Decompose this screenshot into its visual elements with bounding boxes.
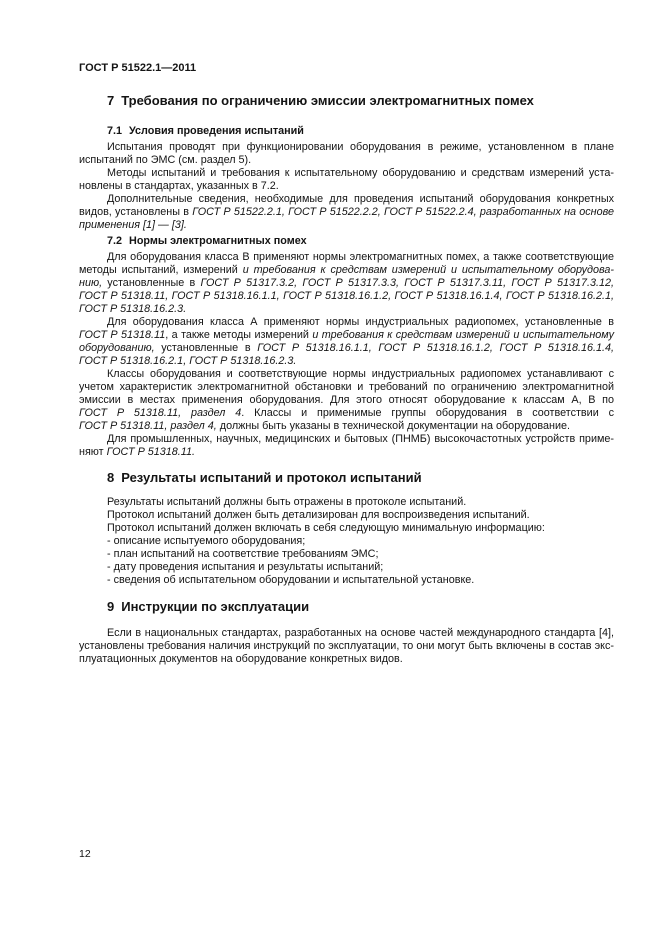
paragraph xyxy=(79,193,614,232)
text-line xyxy=(79,446,614,459)
text-line xyxy=(79,193,614,206)
text-run: Для оборудования класса А применяют нормы индустриальных радиопомех, установленные в xyxy=(107,316,614,328)
text-run: Дополнительные сведения, необходимые для проведения испытаний оборудования конкретных xyxy=(107,193,614,205)
italic-reference: ГОСТ Р 51318.11. xyxy=(106,446,196,458)
text-run: плуатационных документов на оборудование конкретных видов. xyxy=(79,653,403,665)
text-runs xyxy=(79,420,570,433)
section-number: 9 xyxy=(107,599,115,614)
text-run: испытаний по ЭМС (см. раздел 5). xyxy=(79,154,252,166)
subsection-title: Нормы электромагнитных помех xyxy=(129,235,307,247)
text-runs xyxy=(79,219,187,232)
text-line xyxy=(79,219,614,232)
section-number: 7 xyxy=(107,93,115,108)
italic-reference: ГОСТ Р 51318.16.1.1, ГОСТ Р 51318.16.1.2, ГОСТ Р 51318.16.1.4, xyxy=(257,342,614,354)
italic-reference: оборудованию, xyxy=(79,342,155,354)
subsection-number: 7.2 xyxy=(107,235,123,247)
paragraph xyxy=(79,509,614,522)
text-runs xyxy=(79,290,614,303)
text-runs xyxy=(79,303,186,316)
text-line xyxy=(79,496,614,509)
text-line xyxy=(79,277,614,290)
italic-reference: ГОСТ Р 51318.16.2.3. xyxy=(79,303,187,315)
subsection-number: 7.1 xyxy=(107,125,123,137)
text-runs xyxy=(79,264,614,277)
text-run: , а также методы измерений xyxy=(165,329,313,341)
text-line xyxy=(79,329,614,342)
italic-reference: ГОСТ Р 51318.11, ГОСТ Р 51318.16.1.1, ГОСТ Р 51318.16.1.2, ГОСТ Р 51318.16.1.4, ГОСТ Р 51318.16.2.1, xyxy=(79,290,614,302)
paragraph xyxy=(79,251,614,316)
italic-reference: ГОСТ Р 51318.11, раздел 4, xyxy=(79,420,217,432)
text-line xyxy=(79,522,614,535)
bullet-list xyxy=(79,535,614,587)
text-line xyxy=(79,653,614,666)
text-runs xyxy=(79,329,614,342)
subsection-heading xyxy=(107,125,304,138)
page-number: 12 xyxy=(79,848,91,860)
section-title: Результаты испытаний и протокол испытаний xyxy=(121,470,422,485)
list-item xyxy=(79,548,614,561)
paragraph xyxy=(79,627,614,666)
text-line xyxy=(79,251,614,264)
paragraph xyxy=(79,167,614,193)
text-run: - дату проведения испытания и результаты испытаний; xyxy=(107,561,384,573)
text-run: установлены требования наличия инструкций по эксплуатации, то они могут быть включены в состав экс- xyxy=(79,640,614,652)
text-run: Протокол испытаний должен быть детализирован для воспроизведения испытаний. xyxy=(107,509,530,521)
italic-reference: применения [1] — [3]. xyxy=(79,219,187,231)
text-line xyxy=(79,420,614,433)
text-line xyxy=(79,355,614,368)
text-line xyxy=(79,316,614,329)
text-run: Для оборудования класса В применяют нормы электромагнитных помех, а также соответствующие xyxy=(107,251,614,263)
text-line xyxy=(79,394,614,407)
section-title: Требования по ограничению эмиссии электромагнитных помех xyxy=(121,93,534,108)
paragraph xyxy=(79,496,614,509)
text-line xyxy=(79,342,614,355)
text-run: Классы оборудования и соответствующие нормы индустриальных радиопомех устанавливают с xyxy=(107,368,614,380)
italic-reference: и требования к средствам измерений и испытательному оборудова- xyxy=(242,264,615,276)
subsection-heading xyxy=(107,235,307,248)
text-runs xyxy=(79,277,614,290)
text-run: эмиссии в местах применения оборудования. Для этого относят оборудование к классам А, В по xyxy=(79,394,614,406)
text-run: няют xyxy=(79,446,107,458)
section-heading xyxy=(107,93,534,109)
text-run: Протокол испытаний должен включать в себя следующую минимальную информацию: xyxy=(107,522,545,534)
text-runs xyxy=(79,342,614,355)
text-line xyxy=(79,206,614,219)
text-line xyxy=(79,574,614,587)
text-run: Испытания проводят при функционировании оборудования в режиме, установленном в плане xyxy=(107,141,614,153)
text-line xyxy=(79,141,614,154)
text-runs xyxy=(79,206,614,219)
text-run: . Классы и применимые группы оборудования в соответствии с xyxy=(241,407,614,419)
italic-reference: ГОСТ Р 51318.11 xyxy=(79,329,166,341)
text-line xyxy=(79,264,614,277)
list-item xyxy=(79,574,614,587)
text-run: Результаты испытаний должны быть отражены в протоколе испытаний. xyxy=(107,496,467,508)
text-line xyxy=(79,548,614,561)
text-run: должны быть указаны в технической документации на оборудование. xyxy=(216,420,571,432)
section-body xyxy=(79,496,614,535)
section-body xyxy=(79,627,614,666)
section-heading xyxy=(107,470,422,486)
subsection-body xyxy=(79,141,614,232)
text-runs xyxy=(79,407,614,420)
italic-reference: и требования к средствам измерений и испытательному xyxy=(312,329,614,341)
text-line xyxy=(79,535,614,548)
text-line xyxy=(79,640,614,653)
text-run: - план испытаний на соответствие требованиям ЭМС; xyxy=(107,548,379,560)
text-line xyxy=(79,407,614,420)
italic-reference: ГОСТ Р 51318.11, раздел 4 xyxy=(79,407,242,419)
italic-reference: ГОСТ Р 51317.3.2, ГОСТ Р 51317.3.3, ГОСТ Р 51317.3.11, ГОСТ Р 51317.3.12, xyxy=(200,277,614,289)
text-run: установленные в xyxy=(154,342,258,354)
text-run: учетом характеристик электромагнитной обстановки и требований по ограничению электромагнитной xyxy=(79,381,614,393)
paragraph xyxy=(79,141,614,167)
text-line xyxy=(79,180,614,193)
section-number: 8 xyxy=(107,470,115,485)
text-run: Методы испытаний и требования к испытательному оборудованию и средствам измерений уста- xyxy=(107,167,614,179)
text-run: Для промышленных, научных, медицинских и бытовых (ПНМБ) высокочастотных устройств приме- xyxy=(107,433,614,445)
text-line xyxy=(79,290,614,303)
text-run: видов, установлены в xyxy=(79,206,193,218)
text-line xyxy=(79,303,614,316)
paragraph xyxy=(79,522,614,535)
text-runs xyxy=(79,355,296,368)
paragraph xyxy=(79,368,614,433)
text-line xyxy=(79,433,614,446)
text-run: методы испытаний, измерений xyxy=(79,264,243,276)
paragraph xyxy=(79,316,614,368)
text-line xyxy=(79,561,614,574)
list-item xyxy=(79,535,614,548)
italic-reference: нию, xyxy=(79,277,103,289)
text-run: новлены в стандартах, указанных в 7.2. xyxy=(79,180,279,192)
text-runs xyxy=(79,446,195,459)
text-run: - описание испытуемого оборудования; xyxy=(107,535,306,547)
text-line xyxy=(79,509,614,522)
subsection-body xyxy=(79,251,614,459)
text-run: установленные в xyxy=(102,277,201,289)
list-item xyxy=(79,561,614,574)
text-line xyxy=(79,627,614,640)
italic-reference: ГОСТ Р 51318.16.2.1, ГОСТ Р 51318.16.2.3. xyxy=(79,355,297,367)
text-line xyxy=(79,167,614,180)
subsection-title: Условия проведения испытаний xyxy=(129,125,304,137)
section-heading xyxy=(107,599,309,615)
text-line xyxy=(79,368,614,381)
text-line xyxy=(79,154,614,167)
text-run: Если в национальных стандартах, разработанных на основе частей международного стандарта [4], xyxy=(107,627,614,639)
section-title: Инструкции по эксплуатации xyxy=(121,599,310,614)
text-run: - сведения об испытательном оборудовании и испытательной установке. xyxy=(107,574,475,586)
text-line xyxy=(79,381,614,394)
paragraph xyxy=(79,433,614,459)
italic-reference: ГОСТ Р 51522.2.1, ГОСТ Р 51522.2.2, ГОСТ Р 51522.2.4, разработанных на основе xyxy=(192,206,615,218)
document-designation: ГОСТ Р 51522.1—2011 xyxy=(79,62,197,74)
